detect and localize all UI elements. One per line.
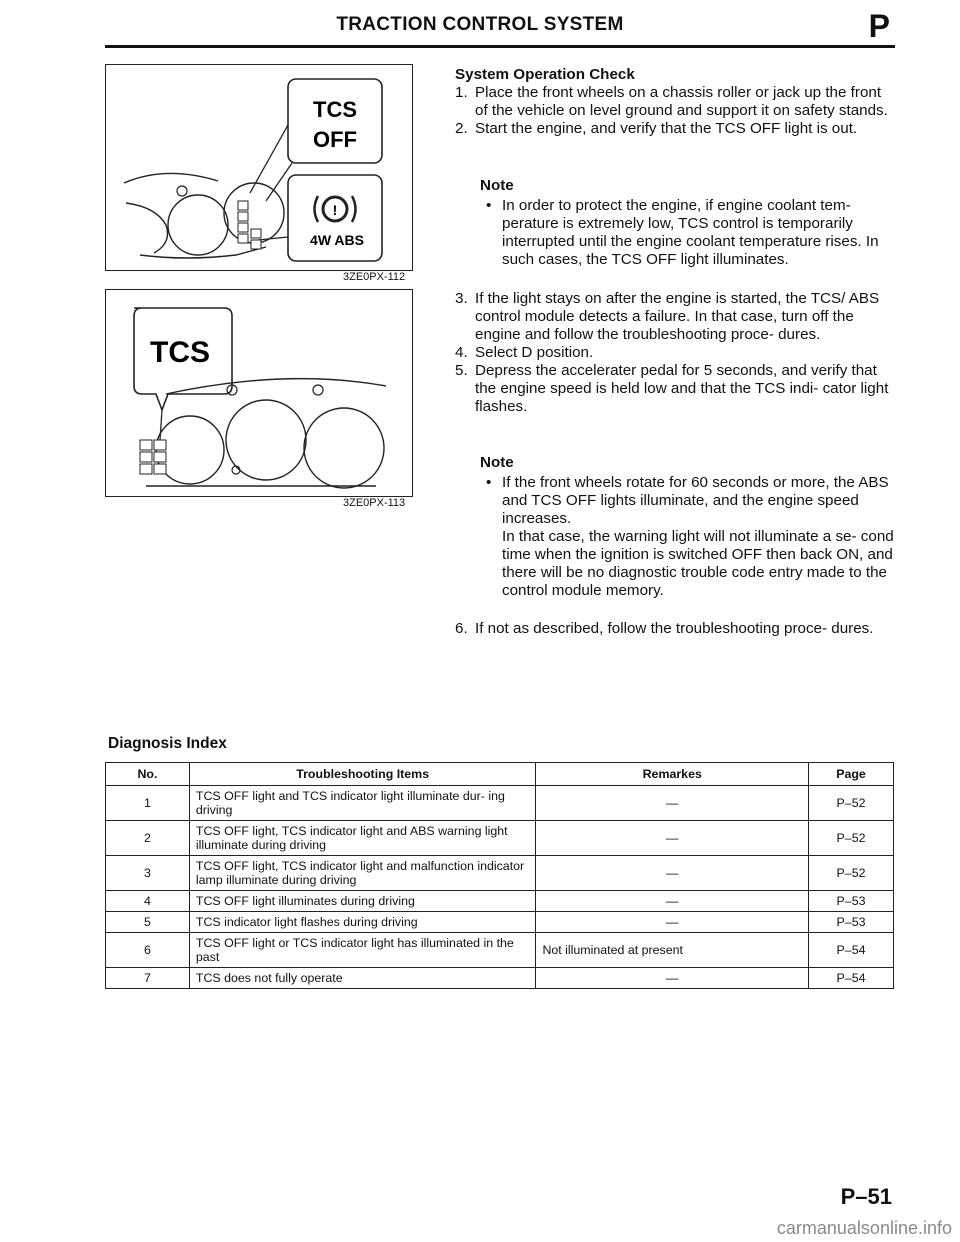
note-bullet: • If the front wheels rotate for 60 seconds or more, the ABS and TCS OFF lights illuminate, and the engine speed increases. [486,474,889,527]
row-no: 7 [106,968,190,989]
figure-code-1: 3ZE0PX-112 [343,271,406,283]
row-no: 1 [106,786,190,821]
bullet-icon: • [486,474,492,491]
column-header-items: Troubleshooting Items [189,763,536,786]
column-header-page: Page [809,763,894,786]
figure-tcs-off-indicator [105,64,413,271]
row-remark: Not illuminated at present [536,933,809,968]
svg-text:!: ! [332,202,338,218]
row-remark: — [536,856,809,891]
row-no: 5 [106,912,190,933]
column-header-no: No. [106,763,190,786]
section-letter: P [868,8,890,44]
figure-tcs-indicator [105,289,413,497]
row-remark: — [536,968,809,989]
table-row [106,856,894,891]
page-title: TRACTION CONTROL SYSTEM [336,14,624,35]
row-remark: — [536,891,809,912]
figure-code-2: 3ZE0PX-113 [343,497,406,509]
row-page: P–52 [809,821,894,856]
operation-check-block-2 [455,290,895,416]
table-row [106,821,894,856]
row-no: 3 [106,856,190,891]
header-divider [105,45,895,48]
callout-text-off: OFF [313,127,357,152]
note-block-2 [455,454,895,600]
row-page: P–54 [809,968,894,989]
diagnosis-index-title: Diagnosis Index [108,735,227,752]
row-remark: — [536,786,809,821]
watermark: carmanualsonline.info [776,1218,952,1238]
table-row [106,786,894,821]
row-item: TCS OFF light, TCS indicator light and malfunction indicator lamp illuminate during driving [189,856,536,891]
operation-check-block-1 [455,66,895,138]
row-remark: — [536,912,809,933]
row-remark: — [536,821,809,856]
step-5: 5. Depress the accelerater pedal for 5 seconds, and verify that the engine speed is held low and that the TCS indi- cator light flashes. [455,362,889,415]
row-page: P–52 [809,786,894,821]
row-item: TCS does not fully operate [189,968,536,989]
row-page: P–52 [809,856,894,891]
step-2: 2. Start the engine, and verify that the TCS OFF light is out. [455,120,858,137]
row-page: P–53 [809,891,894,912]
dashboard-illustration-2 [106,290,412,496]
note-label: Note [480,454,514,471]
note-block-1 [455,177,895,269]
operation-check-block-3 [455,620,895,638]
row-item: TCS OFF light, TCS indicator light and ABS warning light illuminate during driving [189,821,536,856]
callout-text-tcs: TCS [150,336,210,369]
row-no: 4 [106,891,190,912]
step-6: 6. If not as described, follow the troubleshooting proce- dures. [455,620,874,637]
step-4: 4. Select D position. [455,344,594,361]
table-row [106,933,894,968]
row-page: P–54 [809,933,894,968]
row-no: 6 [106,933,190,968]
row-item: TCS OFF light and TCS indicator light illuminate dur- ing driving [189,786,536,821]
table-row [106,891,894,912]
callout-text-tcs: TCS [313,97,357,122]
page-number: P–51 [840,1184,892,1209]
step-3: 3. If the light stays on after the engine is started, the TCS/ ABS control module detects a failure. In that case, turn off the engine and follow the troubleshooting proce- dures. [455,290,880,343]
callout-box-abs [288,175,382,261]
dashboard-illustration-1 [106,65,412,270]
bullet-icon: • [486,197,492,214]
section-heading: System Operation Check [455,66,635,83]
row-item: TCS OFF light illuminates during driving [189,891,536,912]
note-bullet: • In order to protect the engine, if engine coolant tem- perature is extremely low, TCS control is temporarily interrupted until the engine coolant temperature rises. In such cases, the TCS OFF light illuminates. [486,197,879,268]
diagnosis-index-table [105,762,894,989]
table-row [106,968,894,989]
note-continuation: In that case, the warning light will not illuminate a se- cond time when the ignition is switched OFF then back ON, and there will be no diagnostic trouble code entry made to the control module memory. [502,528,894,599]
step-1: 1. Place the front wheels on a chassis roller or jack up the front of the vehicle on level ground and support it on safety stands. [455,84,888,119]
table-header-row [106,763,894,786]
column-header-remarks: Remarkes [536,763,809,786]
row-item: TCS OFF light or TCS indicator light has illuminated in the past [189,933,536,968]
row-page: P–53 [809,912,894,933]
callout-text-4wabs: 4W ABS [310,232,364,248]
note-label: Note [480,177,514,194]
table-row [106,912,894,933]
row-no: 2 [106,821,190,856]
row-item: TCS indicator light flashes during driving [189,912,536,933]
